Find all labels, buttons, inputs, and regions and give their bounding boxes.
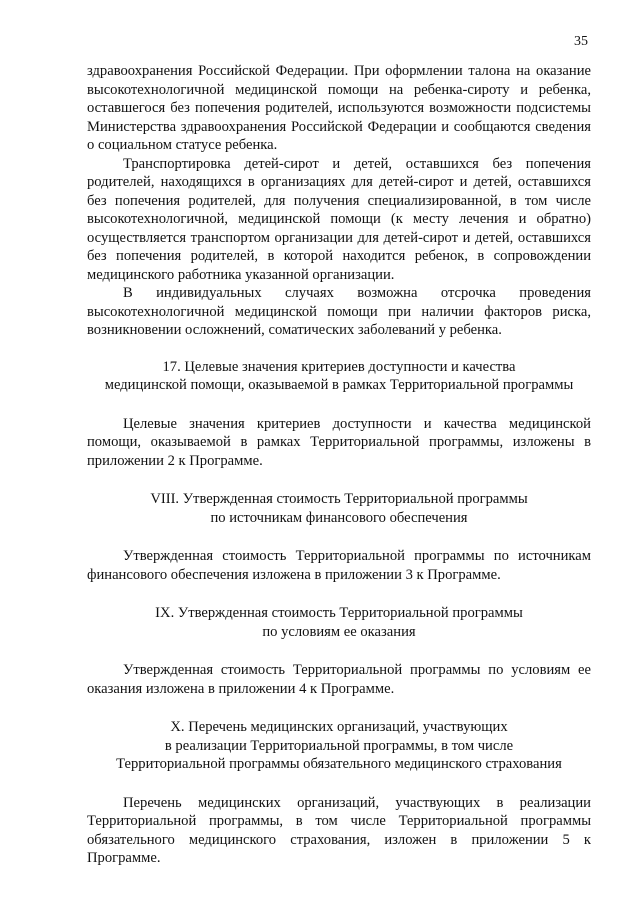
section-17-heading: [87, 358, 591, 395]
paragraph-cost-sources: Утвержденная стоимость Территориальной программы по источникам финансового обеспечения изложена в приложении 3 к Программе.: [87, 548, 591, 583]
section-8-heading-line-2: по источникам финансового обеспечения: [210, 509, 468, 526]
paragraph-transport: Транспортировка детей-сирот и детей, оставшихся без попечения родителей, находящихся в организациях для детей-сирот и детей, оставшихся без попечения родителей, для получения специализированной, в том числе высокотехнологичной, медицинской помощи (к месту лечения и обратно) осуществляется транспортом организации для детей-сирот и детей, оставшихся без попечения родителей, в которой находится ребенок, в сопровождении медицинского работника указанной организации.: [87, 155, 591, 283]
section-8-heading: [87, 490, 591, 527]
section-9-heading-line-2: по условиям ее оказания: [262, 623, 416, 640]
paragraph-criteria: Целевые значения критериев доступности и качества медицинской помощи, оказываемой в рамках Территориальной программы, изложены в приложении 2 к Программе.: [87, 415, 591, 469]
section-9-heading: [87, 604, 591, 641]
paragraph-continued: здравоохранения Российской Федерации. При оформлении талона на оказание высокотехнологичной медицинской помощи на ребенка-сироту и ребенка, оставшегося без попечения родителей, используются возможности подсистемы Министерства здравоохранения Российской Федерации и сообщаются сведения о социальном статусе ребенка.: [87, 63, 591, 153]
section-9-heading-line-1: IX. Утвержденная стоимость Территориальной программы: [155, 605, 523, 621]
section-10-heading: [87, 718, 591, 774]
section-17-heading-line-1: 17. Целевые значения критериев доступности и качества: [162, 358, 516, 375]
section-10-heading-line-3: Территориальной программы обязательного медицинского страхования: [116, 756, 562, 772]
section-10-heading-line-2: в реализации Территориальной программы, в том числе: [164, 737, 514, 754]
document-body: [87, 62, 591, 868]
paragraph-postponement: В индивидуальных случаях возможна отсрочка проведения высокотехнологичной медицинской помощи при наличии факторов риска, возникновении осложнений, соматических заболеваний у ребенка.: [87, 285, 591, 338]
section-8-heading-line-1: VIII. Утвержденная стоимость Территориальной программы: [150, 491, 528, 507]
section-17-heading-line-2: медицинской помощи, оказываемой в рамках Территориальной программы: [104, 377, 574, 393]
paragraph-cost-conditions: Утвержденная стоимость Территориальной программы по условиям ее оказания изложена в приложении 4 к Программе.: [87, 662, 591, 697]
paragraph-organizations-list: Перечень медицинских организаций, участвующих в реализации Территориальной программы, в том числе Территориальной программы обязательного медицинского страхования, изложен в приложении 5 к Программе.: [87, 794, 591, 866]
page-number: 35: [574, 34, 588, 49]
section-10-heading-line-1: X. Перечень медицинских организаций, участвующих: [170, 719, 508, 735]
